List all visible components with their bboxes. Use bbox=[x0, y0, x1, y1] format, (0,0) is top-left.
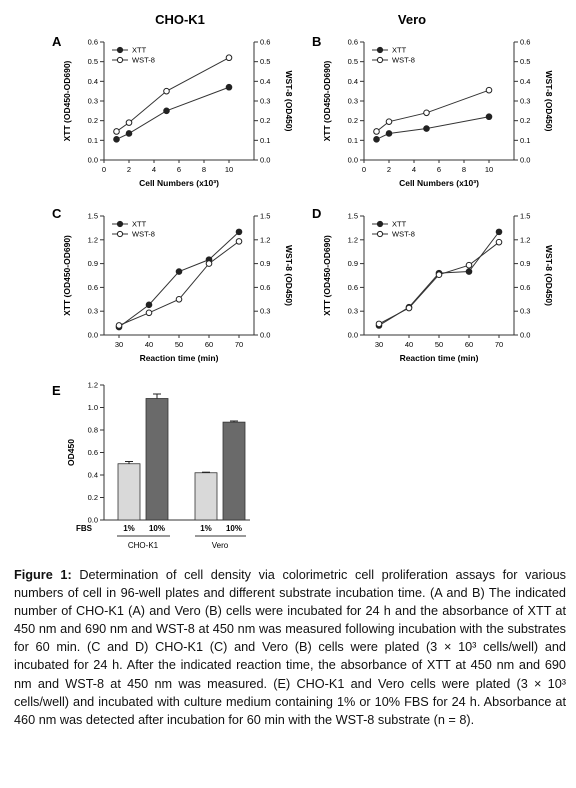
x-tick-label: 40 bbox=[144, 340, 154, 349]
y-tick-label: 0.6 bbox=[87, 448, 98, 457]
legend-marker bbox=[377, 57, 382, 62]
series-line-wst-8 bbox=[117, 55, 230, 132]
x-axis-label: Cell Numbers (x10³) bbox=[399, 178, 479, 188]
data-point-wst-8 bbox=[236, 239, 242, 245]
data-point-wst-8 bbox=[226, 55, 232, 61]
data-point-wst-8 bbox=[386, 119, 392, 125]
y-tick-label-right: 0.3 bbox=[520, 306, 531, 316]
group-label: Vero bbox=[211, 541, 229, 550]
y-tick-label-right: 1.2 bbox=[260, 235, 271, 245]
legend-label: XTT bbox=[392, 45, 407, 55]
category-label: 1% bbox=[123, 524, 135, 533]
y-tick-label-left: 0.2 bbox=[87, 116, 98, 126]
y-tick-label-right: 0.1 bbox=[520, 135, 531, 145]
y-tick-label-left: 1.2 bbox=[347, 235, 358, 245]
data-point-xtt bbox=[126, 131, 132, 137]
legend-label: XTT bbox=[132, 45, 147, 55]
series-line-xtt bbox=[379, 229, 499, 326]
data-point-wst-8 bbox=[376, 321, 382, 327]
panel-label: C bbox=[52, 206, 62, 221]
x-tick-label: 10 bbox=[484, 165, 494, 174]
legend-label: WST-8 bbox=[392, 55, 415, 65]
y-tick-label-right: 0.2 bbox=[260, 116, 271, 126]
y-tick-label-right: 0.6 bbox=[260, 37, 271, 47]
x-tick-label: 70 bbox=[494, 340, 504, 349]
data-point-wst-8 bbox=[406, 305, 412, 311]
bar bbox=[146, 399, 168, 521]
x-tick-label: 6 bbox=[176, 165, 182, 174]
row-label-fbs: FBS bbox=[76, 524, 92, 533]
data-point-xtt bbox=[496, 229, 502, 235]
y-tick-label-left: 0.6 bbox=[87, 282, 98, 292]
x-tick-label: 50 bbox=[174, 340, 184, 349]
data-point-wst-8 bbox=[164, 88, 170, 94]
panel-label: E bbox=[52, 383, 61, 398]
x-tick-label: 6 bbox=[436, 165, 442, 174]
data-point-wst-8 bbox=[424, 110, 430, 116]
y-tick-label-left: 1.5 bbox=[347, 211, 358, 221]
y-axis-label-left: XTT (OD450-OD690) bbox=[322, 235, 332, 316]
y-tick-label-left: 0.5 bbox=[87, 57, 98, 67]
category-label: 10% bbox=[225, 524, 243, 533]
legend-marker bbox=[117, 231, 122, 236]
y-tick-label-left: 0.0 bbox=[347, 330, 358, 340]
series-line-wst-8 bbox=[379, 242, 499, 324]
data-point-wst-8 bbox=[126, 120, 132, 126]
y-tick-label-right: 0.2 bbox=[520, 116, 531, 126]
legend-marker bbox=[117, 57, 122, 62]
y-axis-label-left: XTT (OD450-OD690) bbox=[62, 60, 72, 142]
y-tick-label-left: 0.6 bbox=[347, 282, 358, 292]
data-point-xtt bbox=[176, 269, 182, 275]
y-tick-label-right: 0.5 bbox=[260, 57, 271, 67]
data-point-wst-8 bbox=[466, 262, 472, 268]
data-point-wst-8 bbox=[206, 261, 212, 267]
y-tick-label-left: 0.0 bbox=[347, 155, 358, 165]
data-point-wst-8 bbox=[146, 310, 152, 316]
x-tick-label: 70 bbox=[234, 340, 244, 349]
y-tick-label-left: 0.4 bbox=[87, 76, 98, 86]
y-axis-label-left: XTT (OD450-OD690) bbox=[62, 235, 72, 316]
y-tick-label-right: 0.4 bbox=[520, 76, 531, 86]
data-point-xtt bbox=[424, 126, 430, 132]
y-tick-label-left: 0.1 bbox=[87, 135, 98, 145]
data-point-wst-8 bbox=[436, 272, 442, 278]
x-tick-label: 60 bbox=[464, 340, 474, 349]
y-tick-label-right: 0.9 bbox=[260, 259, 271, 269]
legend-marker bbox=[377, 231, 382, 236]
data-point-xtt bbox=[164, 108, 170, 114]
x-tick-label: 10 bbox=[224, 165, 234, 174]
data-point-wst-8 bbox=[176, 297, 182, 303]
x-tick-label: 8 bbox=[461, 165, 467, 174]
bar bbox=[195, 473, 217, 520]
y-tick-label: 0.4 bbox=[87, 470, 98, 480]
legend-marker bbox=[377, 47, 382, 52]
legend-marker bbox=[117, 221, 122, 226]
y-tick-label: 0.8 bbox=[87, 425, 98, 435]
y-tick-label-right: 0.0 bbox=[520, 155, 531, 165]
panel-b bbox=[312, 34, 554, 188]
panel-label: B bbox=[312, 34, 322, 49]
figure-title-left: CHO-K1 bbox=[155, 12, 205, 27]
group-label: CHO-K1 bbox=[127, 541, 159, 550]
y-tick-label-left: 0.3 bbox=[347, 96, 358, 106]
x-tick-label: 40 bbox=[404, 340, 414, 349]
data-point-wst-8 bbox=[486, 87, 492, 93]
panel-a bbox=[52, 34, 294, 188]
series-line-xtt bbox=[117, 87, 230, 139]
y-tick-label-left: 0.0 bbox=[87, 330, 98, 340]
caption-text: Determination of cell density via colorimetric cell proliferation assays for various numbers of cell in 96-well plates and different substrate incubation time. (A and B) The indicated number of CHO-K1 (A) and Vero (B) cells were incubated for 24 h and the absorbance of XTT at 450 nm and 690 nm and WST-8 at 450 nm was measured following incubation with the substrates for 60 min. (C and D) CHO-K1 (C) and Vero (B) cells were plated (3 × 10³ cells/well) and incubated for 24 h. After the indicated reaction time, the absorbance of XTT at 450 nm and 690 nm and WST-8 at 450 nm was measured. (E) CHO-K1 and Vero cells were plated (3 × 10³ cells/well) and incubated with culture medium containing 1% or 10% FBS for 24 h. Absorbance at 460 nm was detected after incubation for 60 min with the WST-8 substrate (n = 8). bbox=[14, 568, 567, 727]
y-tick-label: 0.0 bbox=[87, 515, 98, 525]
data-point-xtt bbox=[486, 114, 492, 120]
data-point-xtt bbox=[374, 137, 380, 143]
x-axis-label: Reaction time (min) bbox=[399, 353, 479, 363]
x-axis-label: Reaction time (min) bbox=[139, 353, 219, 363]
y-tick-label-right: 0.9 bbox=[520, 259, 531, 269]
y-tick-label-left: 1.2 bbox=[87, 235, 98, 245]
legend-marker bbox=[117, 47, 122, 52]
y-tick-label: 0.2 bbox=[87, 493, 98, 502]
y-tick-label-left: 0.9 bbox=[87, 259, 98, 269]
y-tick-label: 1.2 bbox=[87, 380, 98, 390]
series-line-xtt bbox=[119, 229, 239, 327]
y-tick-label-right: 0.3 bbox=[260, 306, 271, 316]
y-tick-label-left: 0.5 bbox=[347, 57, 358, 67]
figure-title-right: Vero bbox=[397, 12, 427, 27]
y-tick-label-right: 1.5 bbox=[520, 211, 531, 221]
panel-label: D bbox=[312, 206, 322, 221]
x-tick-label: 8 bbox=[201, 165, 207, 174]
y-axis-label-right: WST-8 (OD450) bbox=[284, 70, 294, 132]
data-point-wst-8 bbox=[374, 129, 380, 135]
series-line-wst-8 bbox=[377, 90, 490, 131]
y-tick-label-right: 0.3 bbox=[520, 96, 531, 106]
y-tick-label-right: 0.0 bbox=[520, 330, 531, 340]
data-point-xtt bbox=[146, 302, 152, 308]
data-point-xtt bbox=[386, 131, 392, 137]
y-tick-label-right: 0.6 bbox=[520, 37, 531, 47]
y-tick-label-right: 0.4 bbox=[260, 76, 271, 86]
y-tick-label-left: 0.0 bbox=[87, 155, 98, 165]
y-tick-label-left: 0.6 bbox=[347, 37, 358, 47]
panel-label: A bbox=[52, 34, 62, 49]
x-tick-label: 2 bbox=[386, 165, 392, 174]
y-tick-label-left: 0.1 bbox=[347, 135, 358, 145]
bar bbox=[223, 422, 245, 520]
y-tick-label-right: 1.5 bbox=[260, 211, 271, 221]
panel-d bbox=[312, 206, 554, 363]
y-tick-label-left: 0.3 bbox=[87, 306, 98, 316]
legend-label: WST-8 bbox=[392, 229, 415, 239]
y-axis-label-left: XTT (OD450-OD690) bbox=[322, 60, 332, 142]
figure-caption bbox=[14, 566, 566, 729]
x-axis-label: Cell Numbers (x10³) bbox=[139, 178, 219, 188]
bar bbox=[118, 464, 140, 520]
panel-e bbox=[52, 381, 250, 551]
y-tick-label-right: 0.0 bbox=[260, 155, 271, 165]
data-point-xtt bbox=[466, 269, 472, 275]
y-tick-label-right: 0.1 bbox=[260, 135, 271, 145]
y-tick-label-right: 1.2 bbox=[520, 235, 531, 245]
data-point-xtt bbox=[114, 137, 120, 143]
y-tick-label: 1.0 bbox=[87, 403, 98, 412]
x-tick-label: 0 bbox=[101, 165, 107, 174]
data-point-wst-8 bbox=[114, 129, 120, 135]
category-label: 10% bbox=[148, 524, 166, 533]
data-point-xtt bbox=[236, 229, 242, 235]
y-axis-label-right: WST-8 (OD450) bbox=[544, 245, 554, 306]
x-tick-label: 60 bbox=[204, 340, 214, 349]
y-tick-label-left: 0.6 bbox=[87, 37, 98, 47]
x-tick-label: 50 bbox=[434, 340, 444, 349]
y-tick-label-left: 0.3 bbox=[87, 96, 98, 106]
legend-label: WST-8 bbox=[132, 229, 155, 239]
legend-label: XTT bbox=[132, 219, 147, 229]
y-tick-label-left: 1.5 bbox=[87, 211, 98, 221]
y-tick-label-right: 0.0 bbox=[260, 330, 271, 340]
y-tick-label-left: 0.9 bbox=[347, 259, 358, 269]
x-tick-label: 30 bbox=[374, 340, 384, 349]
y-axis-label-right: WST-8 (OD450) bbox=[284, 245, 294, 306]
x-tick-label: 4 bbox=[411, 165, 417, 174]
y-tick-label-right: 0.6 bbox=[520, 282, 531, 292]
data-point-wst-8 bbox=[496, 239, 502, 245]
y-tick-label-left: 0.4 bbox=[347, 76, 358, 86]
legend-label: XTT bbox=[392, 219, 407, 229]
y-tick-label-right: 0.3 bbox=[260, 96, 271, 106]
legend-label: WST-8 bbox=[132, 55, 155, 65]
category-label: 1% bbox=[200, 524, 212, 533]
x-tick-label: 2 bbox=[126, 165, 132, 174]
y-tick-label-left: 0.3 bbox=[347, 306, 358, 316]
x-tick-label: 0 bbox=[361, 165, 367, 174]
caption-label: Figure 1: bbox=[14, 568, 72, 582]
x-tick-label: 30 bbox=[114, 340, 124, 349]
y-tick-label-left: 0.2 bbox=[347, 116, 358, 126]
panel-c bbox=[52, 206, 294, 363]
y-axis-label-right: WST-8 (OD450) bbox=[544, 70, 554, 132]
y-axis-label: OD450 bbox=[66, 439, 76, 466]
y-tick-label-right: 0.5 bbox=[520, 57, 531, 67]
x-tick-label: 4 bbox=[151, 165, 157, 174]
series-line-wst-8 bbox=[119, 241, 239, 325]
legend-marker bbox=[377, 221, 382, 226]
y-tick-label-right: 0.6 bbox=[260, 282, 271, 292]
data-point-wst-8 bbox=[116, 323, 122, 329]
data-point-xtt bbox=[226, 84, 232, 90]
